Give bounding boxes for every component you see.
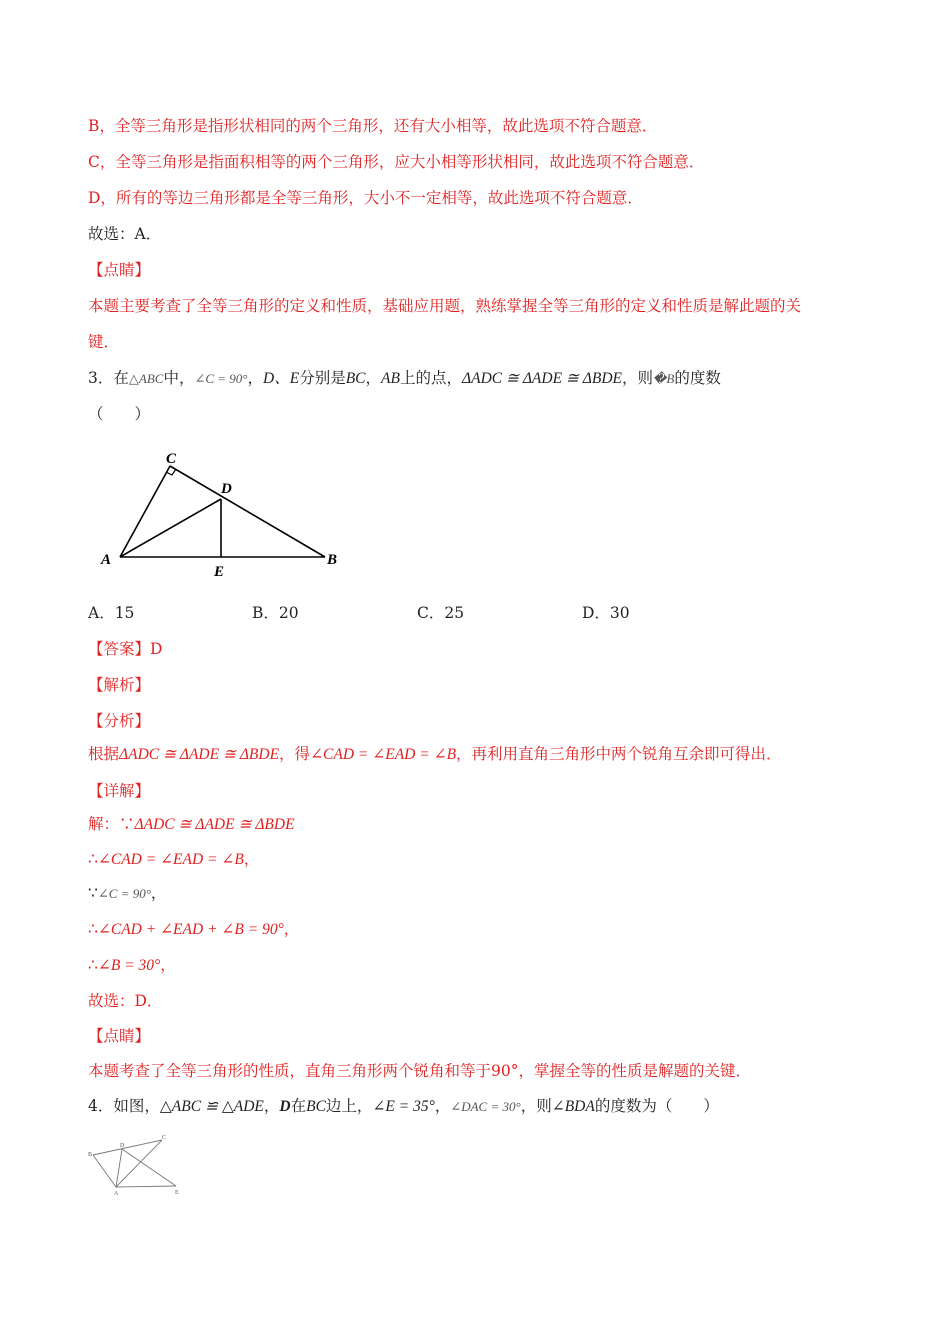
- q3-solution-text: ∴: [88, 920, 98, 938]
- q3-option-d: D．30: [582, 604, 630, 622]
- q3-answer: 【答案】D: [88, 640, 163, 658]
- q3-dianjing-label: 【点睛】: [88, 1027, 151, 1045]
- q3-congruence: ΔADC ≅ ΔADE ≅ ΔBDE: [462, 370, 623, 387]
- prev-option-b-explanation: B，全等三角形是指形状相同的两个三角形，还有大小相等，故此选项不符合题意．: [88, 117, 658, 135]
- q4-triangle-figure: [86, 1130, 196, 1202]
- q3-dianjing-text: 本题考查了全等三角形的性质，直角三角形两个锐角和等于90°，掌握全等的性质是解题的关键．: [88, 1062, 751, 1080]
- q3-stem: [88, 367, 721, 390]
- q3-solution-text: ，: [160, 956, 176, 974]
- q3-solution-text: ∵: [88, 884, 98, 902]
- q3-analysis-text: ，再利用直角三角形中两个锐角互余即可得出．: [456, 745, 782, 763]
- q3-solution-text: ∴: [88, 850, 98, 868]
- q3-solution-math: ∠C = 90°: [97, 886, 151, 901]
- q3-solution-line-5: [88, 954, 176, 977]
- q4-angle-e: ∠E = 35°: [372, 1098, 435, 1115]
- q3-paren: （ ）: [88, 405, 151, 423]
- q3-points-de: D、E: [263, 370, 300, 387]
- q3-text: 中，: [163, 369, 195, 387]
- q3-solution-text: 解：∵: [88, 815, 135, 833]
- q3-side-cb: [170, 466, 325, 557]
- q3-segment-bc: BC: [345, 370, 366, 387]
- q3-text: 分别是: [299, 369, 346, 387]
- prev-dianjing-text-2: 键．: [88, 333, 120, 351]
- q3-analysis: [88, 743, 782, 766]
- q4-label-e: E: [175, 1190, 179, 1196]
- q3-triangle-abc: △ABC: [128, 371, 164, 386]
- q3-solution-line-1: [88, 813, 295, 836]
- q3-solution-text: ∴: [88, 956, 98, 974]
- q3-label-c: C: [166, 451, 177, 467]
- prev-option-c-explanation: C，全等三角形是指面积相等的两个三角形，应大小相等形状相同，故此选项不符合题意．: [88, 153, 705, 171]
- q4-label-a: A: [114, 1191, 119, 1197]
- q3-label-e: E: [214, 564, 225, 580]
- q4-text: 如图，: [113, 1097, 160, 1115]
- q4-segment-bc: BC: [306, 1098, 326, 1115]
- q3-jiexi-label: 【解析】: [88, 676, 151, 694]
- q4-congruence: △ABC ≌ △ADE: [159, 1098, 264, 1115]
- q3-solution-text: ，: [150, 884, 167, 902]
- q4-angle-bda: ∠BDA: [551, 1098, 595, 1115]
- q4-point-d: D: [279, 1098, 291, 1115]
- q4-segment-ae: [116, 1186, 176, 1187]
- q4-text: ，: [434, 1097, 451, 1115]
- q3-text: 在: [113, 369, 129, 387]
- q4-angle-dac: ∠DAC = 30°: [450, 1099, 521, 1114]
- q3-text: ，则: [622, 369, 654, 387]
- q4-label-b: B: [88, 1152, 93, 1158]
- q3-analysis-text: ，得: [279, 745, 311, 763]
- q3-text: 的度数: [674, 369, 721, 387]
- q3-solution-math: ∠B = 30°: [97, 957, 161, 974]
- q3-number: 3．: [88, 369, 114, 387]
- q4-text: ，: [263, 1097, 280, 1115]
- q3-text: 上的点，: [399, 369, 462, 387]
- q3-analysis-congruence: ΔADC ≅ ΔADE ≅ ΔBDE: [119, 746, 280, 763]
- q3-choice: 故选：D．: [88, 992, 163, 1010]
- q3-angle-b: �B: [653, 371, 675, 386]
- q3-label-b: B: [327, 552, 338, 568]
- q3-option-c: C．25: [417, 604, 465, 622]
- q4-text: 的度数为（ ）: [594, 1097, 719, 1115]
- q3-xiangjie-label: 【详解】: [88, 782, 151, 800]
- q3-analysis-text: 根据: [88, 745, 120, 763]
- q3-fenxi-label: 【分析】: [88, 712, 151, 730]
- q3-solution-text: ，: [243, 850, 260, 868]
- prev-choice: 故选：A．: [88, 225, 162, 243]
- q3-angle-c: ∠C = 90°: [194, 371, 248, 386]
- q3-solution-line-3: [88, 882, 166, 905]
- q4-label-d: D: [120, 1143, 125, 1149]
- q4-text: 在: [290, 1097, 307, 1115]
- q4-number: 4．: [88, 1097, 114, 1115]
- q3-solution-math: ∠CAD = ∠EAD = ∠B: [97, 851, 244, 868]
- prev-option-d-explanation: D，所有的等边三角形都是全等三角形，大小不一定相等，故此选项不符合题意．: [88, 189, 643, 207]
- q3-triangle-figure: [96, 446, 346, 581]
- q3-text: ，: [247, 369, 264, 387]
- q4-segment-ab: [93, 1155, 116, 1187]
- q3-option-a: A．15: [88, 604, 135, 622]
- q3-solution-math: ∠CAD + ∠EAD + ∠B = 90°: [97, 921, 284, 938]
- q3-label-a: A: [101, 552, 112, 568]
- q3-solution-math: ΔADC ≅ ΔADE ≅ ΔBDE: [134, 816, 295, 833]
- prev-dianjing-label: 【点睛】: [88, 261, 151, 279]
- q4-segment-de: [122, 1149, 176, 1186]
- q3-option-b: B．20: [252, 604, 299, 622]
- q3-solution-line-2: [88, 848, 259, 871]
- q4-text: 边上，: [325, 1097, 373, 1115]
- q4-stem: [88, 1095, 719, 1118]
- q3-label-d: D: [221, 481, 232, 497]
- q4-text: ，则: [520, 1097, 552, 1115]
- q4-label-c: C: [162, 1135, 167, 1141]
- q3-text: ，: [365, 369, 382, 387]
- q3-solution-text: ，: [283, 920, 300, 938]
- q3-analysis-equation: ∠CAD = ∠EAD = ∠B: [310, 746, 457, 763]
- prev-dianjing-text-1: 本题主要考查了全等三角形的定义和性质，基础应用题，熟练掌握全等三角形的定义和性质是解此题的关: [88, 297, 802, 315]
- q3-segment-ab: AB: [381, 370, 400, 387]
- q3-solution-line-4: [88, 918, 299, 941]
